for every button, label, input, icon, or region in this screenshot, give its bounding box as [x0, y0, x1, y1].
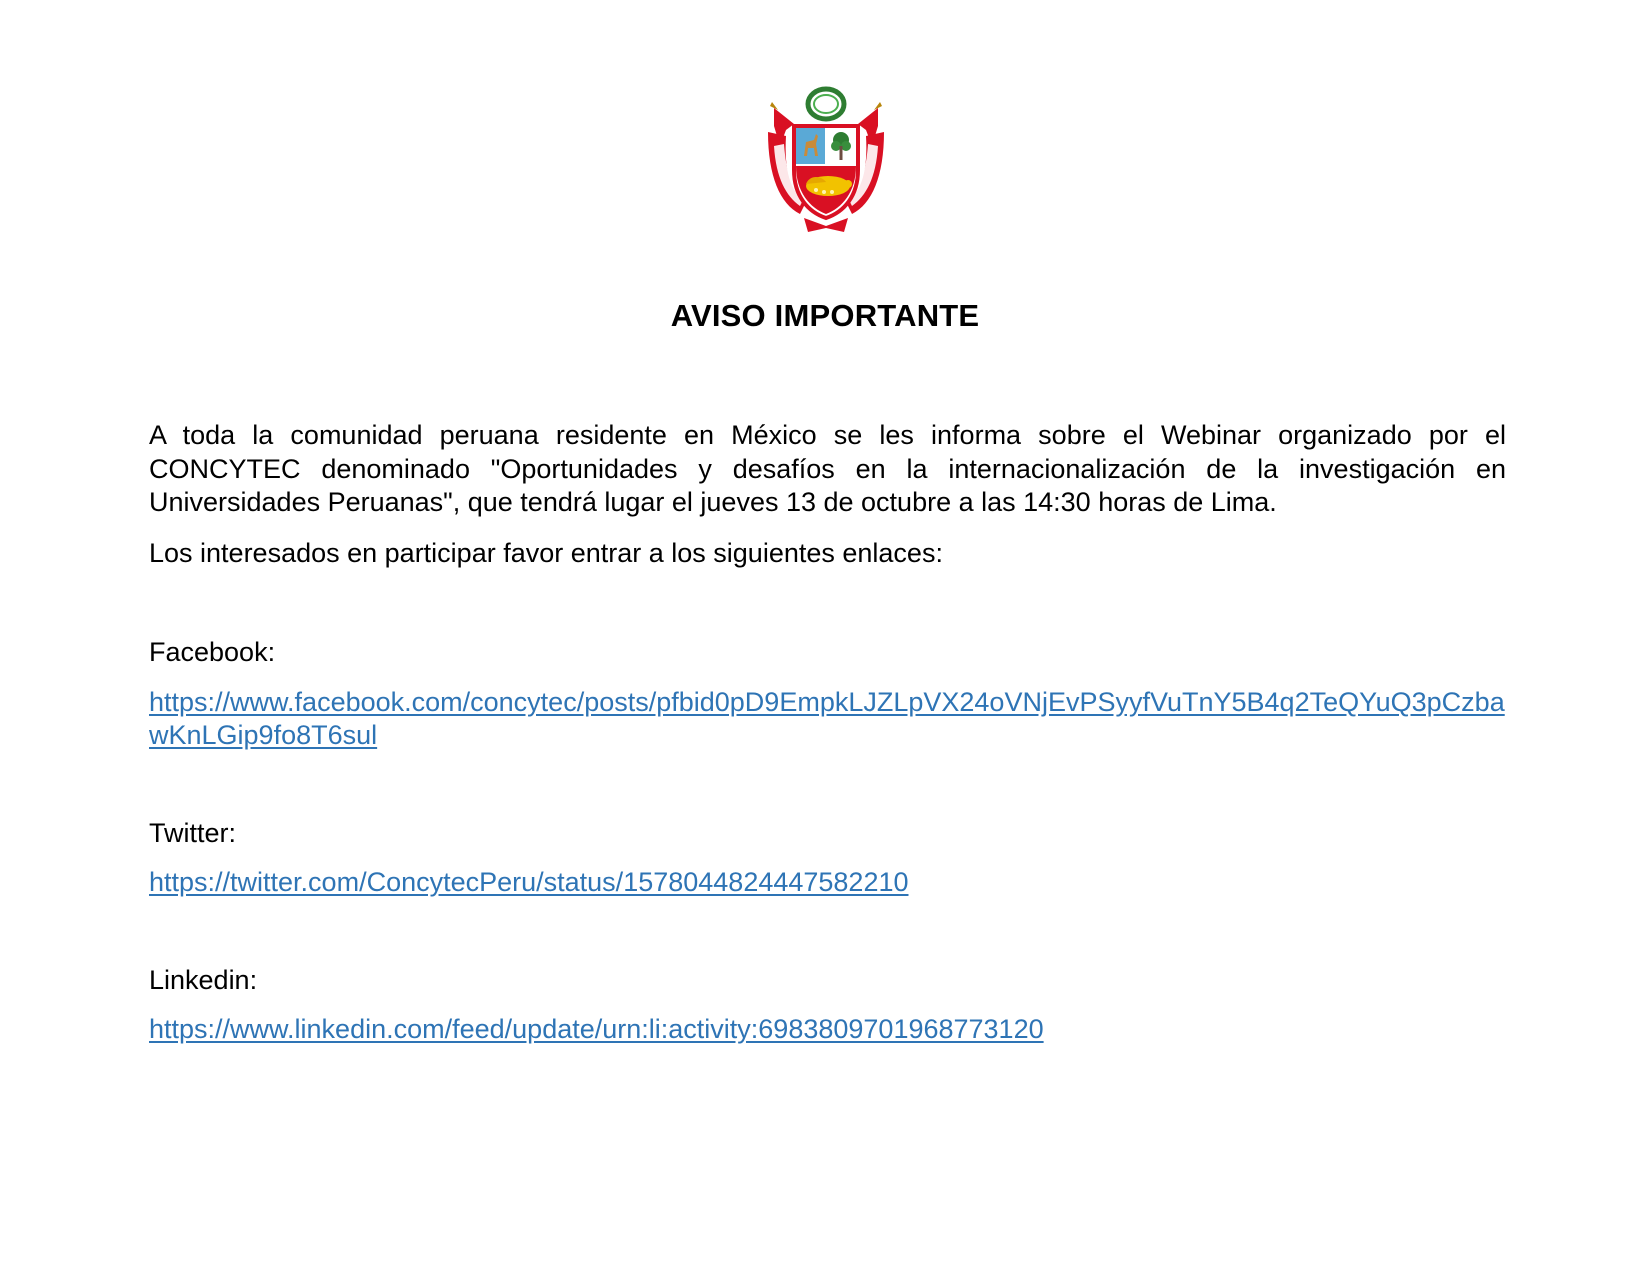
twitter-link[interactable]: https://twitter.com/ConcytecPeru/status/1578044824447582210 [149, 867, 909, 897]
peru-coat-of-arms-icon [760, 86, 892, 234]
notice-paragraph-1: A toda la comunidad peruana residente en México se les informa sobre el Webinar organizado por el CONCYTEC denominado "Oportunidades y desafíos en la internacionalización de la investigación en Universidades Peruanas", que tendrá lugar el jueves 13 de octubre a las 14:30 horas de Lima. [149, 420, 1506, 517]
notice-title: AVISO IMPORTANTE [670, 298, 980, 333]
linkedin-link[interactable]: https://www.linkedin.com/feed/update/urn:li:activity:6983809701968773120 [149, 1014, 1044, 1044]
twitter-label: Twitter: [149, 818, 237, 848]
facebook-link[interactable]: https://www.facebook.com/concytec/posts/pfbid0pD9EmpkLJZLpVX24oVNjEvPSyyfVuTnY5B4q2TeQYuQ3pCzbawKnLGip9fo8T6sul [149, 687, 1505, 750]
facebook-label: Facebook: [149, 637, 276, 667]
linkedin-label: Linkedin: [149, 965, 258, 995]
notice-paragraph-2: Los interesados en participar favor entrar a los siguientes enlaces: [149, 538, 943, 568]
